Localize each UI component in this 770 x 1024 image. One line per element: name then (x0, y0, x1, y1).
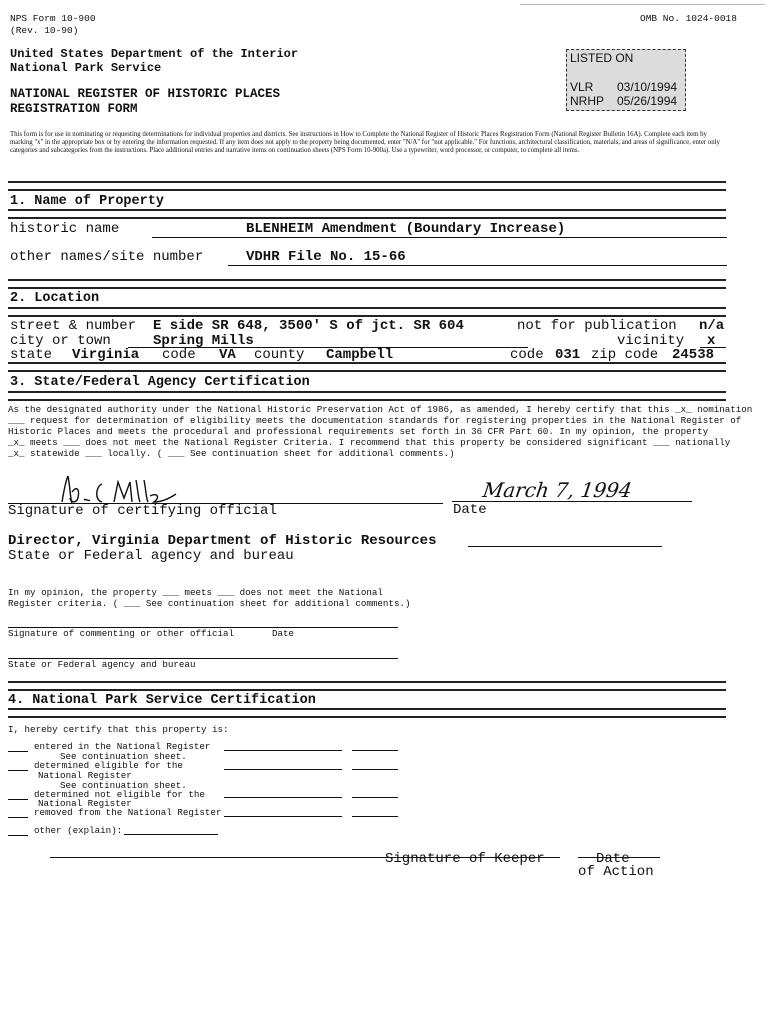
nrhp-date: 05/26/1994 (617, 94, 678, 108)
vlr-date: 03/10/1994 (617, 80, 678, 94)
form-subtitle: REGISTRATION FORM (10, 102, 138, 116)
agency-label: State or Federal agency and bureau (8, 548, 294, 564)
listed-on-heading: LISTED ON (570, 51, 634, 65)
entered-date-line (352, 750, 398, 751)
cert-line-2: ___ request for determination of eligibility meets the documentation standards for registering properties in the National Register of (8, 415, 742, 426)
service: National Park Service (10, 61, 162, 75)
section-divider (8, 708, 726, 718)
section3-heading: 3. State/Federal Agency Certification (10, 375, 310, 390)
section-divider (8, 209, 726, 219)
not-for-publication-value[interactable]: n/a (699, 318, 725, 334)
form-number: NPS Form 10-900 (10, 13, 96, 24)
cert-line-4: _x_ meets ___ does not meet the National Register Criteria. I recommend that this property be considered significant ___ nationally (8, 437, 731, 448)
instructions-text: This form is for use in nominating or requesting determinations for individual properties and districts. See instructions in How to Complete the National Register of Historic Places Registration Form (National Register Bulletin 16A). Complete each item by marking "x" in the appropriate box or by entering the information requested. If any item does not apply to the property being documented, enter "N/A" for "not applicable." For functions, architectural classification, materials, and areas of significance, enter only categories and subcategories from the instructions. Place additional entries and narrative items on continuation sheets (NPS Form 10-900a). Use a typewriter, word processor, or computer, to complete all items. (10, 131, 720, 155)
historic-name-label: historic name (10, 221, 120, 237)
director-title: Director, Virginia Department of Historic Resources (8, 533, 437, 549)
opinion-line-2: Register criteria. ( ___ See continuation sheet for additional comments.) (8, 598, 411, 609)
section2-heading: 2. Location (10, 291, 100, 306)
date-line (452, 501, 692, 502)
checkbox-other[interactable] (8, 835, 28, 836)
county-code-label: code (510, 347, 544, 363)
comment-date-label: Date (272, 628, 295, 639)
listed-on-box (566, 49, 686, 111)
not-eligible-sig-line (224, 797, 342, 798)
vicinity-value[interactable]: x (707, 333, 716, 349)
top-rule (520, 4, 765, 5)
state-label: state (10, 347, 53, 363)
zip-label: zip code (591, 347, 659, 363)
county-code-value[interactable]: 031 (555, 347, 581, 363)
city-label: city or town (10, 333, 111, 349)
zip-value[interactable]: 24538 (672, 347, 715, 363)
other-names-value[interactable]: VDHR File No. 15-66 (246, 249, 406, 265)
cert-line-3: Historic Places and meets the procedural and professional requirements set forth in 36 CFR Part 60. In my opinion, the property (8, 426, 709, 437)
county-label: county (254, 347, 305, 363)
omb-number: OMB No. 1024-0018 (640, 13, 737, 24)
determined-not-eligible-label-2: National Register (38, 798, 132, 809)
state-value[interactable]: Virginia (72, 347, 140, 363)
county-value[interactable]: Campbell (326, 347, 394, 363)
checkbox-entered[interactable] (8, 751, 28, 752)
other-names-line (228, 265, 727, 266)
determined-eligible-label: determined eligible for the (34, 760, 183, 771)
determined-not-eligible-label: determined not eligible for the (34, 789, 205, 800)
historic-name-line (152, 237, 727, 238)
other-names-label: other names/site number (10, 249, 204, 265)
date-of-action-label: Date (596, 851, 630, 867)
determined-eligible-label-2: National Register (38, 770, 132, 781)
section-divider (8, 181, 726, 191)
vlr-label: VLR (570, 80, 594, 94)
see-continuation-1: See continuation sheet. (60, 751, 187, 762)
removed-sig-line (224, 816, 342, 817)
form-revision: (Rev. 10-90) (10, 25, 79, 36)
street-value[interactable]: E side SR 648, 3500' S of jct. SR 604 (153, 318, 464, 334)
director-line (468, 546, 662, 547)
keeper-signature-label: Signature of Keeper (385, 851, 545, 867)
opinion-line-1: In my opinion, the property ___ meets ___ does not meet the National (8, 587, 383, 598)
department: United States Department of the Interior (10, 47, 299, 61)
see-continuation-2: See continuation sheet. (60, 780, 187, 791)
vicinity-label: vicinity (617, 333, 685, 349)
eligible-sig-line (224, 769, 342, 770)
checkbox-determined-not-eligible[interactable] (8, 799, 28, 800)
city-value[interactable]: Spring Mills (153, 333, 254, 349)
nps-intro: I, hereby certify that this property is: (8, 724, 229, 735)
eligible-date-line (352, 769, 398, 770)
cert-line-1: As the designated authority under the National Historic Preservation Act of 1986, as amended, I hereby certify that this _x_ nomination (8, 404, 753, 415)
entered-sig-line (224, 750, 342, 751)
other-label: other (explain): (34, 825, 123, 836)
section-divider (8, 362, 726, 372)
checkbox-determined-eligible[interactable] (8, 770, 28, 771)
historic-name-value[interactable]: BLENHEIM Amendment (Boundary Increase) (246, 221, 566, 237)
removed-date-line (352, 816, 398, 817)
removed-label: removed from the National Register (34, 807, 222, 818)
signature-label: Signature of certifying official (8, 503, 277, 519)
comment-signature-label: Signature of commenting or other official (8, 628, 235, 639)
not-eligible-date-line (352, 797, 398, 798)
other-explain-line (124, 834, 218, 835)
handwritten-date: March 7, 1994 (481, 478, 634, 502)
nrhp-label: NRHP (570, 94, 605, 108)
section1-heading: 1. Name of Property (10, 194, 164, 209)
section-divider (8, 279, 726, 289)
state-code-value[interactable]: VA (219, 347, 236, 363)
state-code-label: code (162, 347, 196, 363)
agency-label-2: State or Federal agency and bureau (8, 659, 196, 670)
section-divider (8, 307, 726, 317)
date-label: Date (453, 502, 487, 518)
checkbox-removed[interactable] (8, 817, 28, 818)
section-divider (8, 391, 726, 401)
form-title: NATIONAL REGISTER OF HISTORIC PLACES (10, 87, 281, 101)
section4-heading: 4. National Park Service Certification (8, 693, 316, 708)
street-label: street & number (10, 318, 137, 334)
not-for-publication-label: not for publication (517, 318, 677, 334)
cert-line-5: _x_ statewide ___ locally. ( ___ See continuation sheet for additional comments.) (8, 448, 455, 459)
section-divider (8, 681, 726, 691)
date-of-action-label-2: of Action (578, 864, 654, 880)
entered-label: entered in the National Register (34, 741, 211, 752)
